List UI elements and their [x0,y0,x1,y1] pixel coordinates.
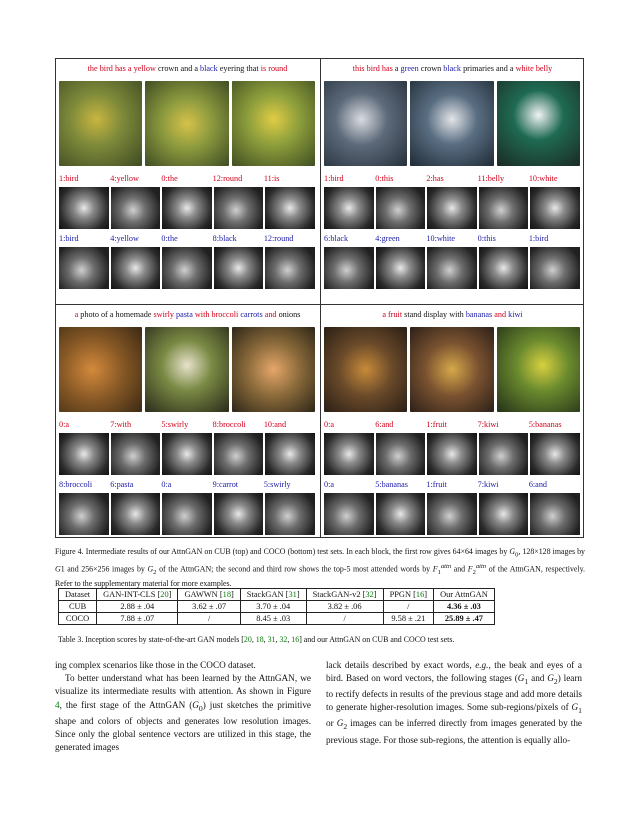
attention-word-labels [59,233,315,245]
attention-maps-row [324,493,580,535]
table-cell: / [306,613,383,625]
attention-word-label: 9:carrot [212,480,239,489]
table-header-cell: PPGN [16] [383,589,433,601]
caption-word: stand display with [404,310,466,319]
attention-word-label: 0:the [161,234,178,243]
attention-map [479,493,529,535]
attention-map [376,493,426,535]
caption-word: this bird has [352,64,393,73]
caption-word: a [74,310,79,319]
attention-word-label: 0:a [59,420,70,429]
table-cell: 3.70 ± .04 [240,601,306,613]
attention-maps-row [59,433,315,475]
generated-image [324,81,407,166]
attention-map [530,433,580,475]
table-cell: 2.88 ± .04 [97,601,178,613]
attention-maps-row [59,247,315,289]
caption-word: has a [112,64,134,73]
generated-image [232,81,315,166]
attention-word-label: 4:yellow [110,174,139,183]
attention-map [479,187,529,229]
generated-image [145,81,228,166]
attention-maps-row [324,247,580,289]
attention-map [111,187,161,229]
table-header-cell: GAWWN [18] [178,589,240,601]
attention-word-label: 5:bananas [528,420,562,429]
table-cell: / [178,613,240,625]
generated-image [497,81,580,166]
caption-word: onions [276,310,301,319]
attention-word-labels [324,173,580,185]
attention-map [162,433,212,475]
attention-maps-row [324,433,580,475]
attention-map [214,433,264,475]
attention-map [162,493,212,535]
attention-word-label: 11:belly [477,174,505,183]
attention-word-label: 0:a [324,480,335,489]
attention-map [324,493,374,535]
generated-image [59,81,142,166]
caption-word: green [400,64,419,73]
caption-word: and [264,310,277,319]
attention-word-label: 5:swirly [263,480,291,489]
generated-images-row [59,81,315,166]
body-column-left: ing complex scenarios like those in the COCO dataset. To better understand what has been learned by the AttnGAN, we visualize its intermediate results with attention. As shown in Figure 4, the first stage of the AttnGAN $(G_0)$ just sketches the primitive shape and colors of objects and generates low resolution images. Since only the global sentence vectors are utilized in this stage, the generated images [55,660,311,753]
attention-map [265,187,315,229]
figure-panel [321,59,584,303]
attention-map [59,433,109,475]
attention-map [427,247,477,289]
table-cell: COCO [59,613,97,625]
attention-map [162,247,212,289]
panel-caption [56,305,319,325]
attention-map [324,247,374,289]
attention-map [530,493,580,535]
attention-word-label: 1:fruit [426,420,447,429]
table-header-row [59,589,495,601]
caption-word: yellow [133,64,156,73]
figure-caption: Figure 4. Intermediate results of our AttnGAN on CUB (top) and COCO (bottom) test sets. In each block, the first row gives 64×64 images by $G_0$, 128×128 images by G1 and 256×256 images by $G_2$ of the AttnGAN; the second and third row shows the top-5 most attended words by $F_1^{attn}$ and $F_2^{attn}$ of the AttnGAN, respectively. Refer to the supplementary material for more examples. [55,547,585,589]
attention-map [530,187,580,229]
table-header-cell: GAN-INT-CLS [20] [97,589,178,601]
table-header-cell: Our AttnGAN [434,589,495,601]
attention-map [59,493,109,535]
attention-word-label: 6:and [528,480,548,489]
table-cell: 8.45 ± .03 [240,613,306,625]
attention-map [324,187,374,229]
attention-maps-row [59,493,315,535]
table-row [59,613,495,625]
attention-word-label: 1:bird [324,174,344,183]
generated-image [59,327,142,412]
table-header-cell: StackGAN [31] [240,589,306,601]
attention-map [59,247,109,289]
attention-word-label: 6:black [324,234,349,243]
caption-word: fruit [385,310,405,319]
attention-maps-row [324,187,580,229]
attention-word-label: 0:this [477,234,496,243]
attention-word-label: 5:swirly [161,420,189,429]
caption-word: pasta [173,310,195,319]
generated-image [497,327,580,412]
attention-map [59,187,109,229]
attention-word-label: 2:has [426,174,444,183]
generated-image [145,327,228,412]
figure-panel [56,59,319,303]
attention-map [427,187,477,229]
attention-map [214,187,264,229]
attention-map [162,187,212,229]
generated-image [410,81,493,166]
attention-map [265,433,315,475]
attention-map [427,433,477,475]
attention-word-label: 10:white [426,234,456,243]
generated-images-row [59,327,315,412]
attention-word-label: 7:kiwi [477,420,499,429]
attention-word-labels [324,419,580,431]
attention-map [324,433,374,475]
attention-word-label: 5:bananas [375,480,408,489]
attention-map [111,433,161,475]
generated-image [410,327,493,412]
attention-word-labels [324,233,580,245]
caption-word: black [200,64,218,73]
table-cell: 25.89 ± .47 [434,613,495,625]
attention-map [376,433,426,475]
caption-word: a [382,310,386,319]
caption-word: crown and a [155,64,201,73]
table-cell: / [383,601,433,613]
caption-word: white belly [515,64,553,73]
attention-map [265,493,315,535]
body-column-right: lack details described by exact words, e.g., the beak and eyes of a bird. Based on word vectors, the following stages ($G_1$ and $G_2$) learn to rectify defects in results of the previous stage and add more details to generate higher-resolution images. Some sub-regions/pixels of $G_1$ or $G_2$ images can be inferred directly from images generated by the previous stage. For those sub-regions, the attention is equally allo- [326,660,583,745]
attention-word-label: 12:round [212,174,243,183]
figure-4 [55,58,584,538]
attention-map [427,493,477,535]
caption-word: carrots [238,310,265,319]
caption-word: and [492,310,509,319]
attention-word-label: 12:round [263,234,294,243]
attention-word-label: 8:black [212,234,237,243]
caption-word: kiwi [508,310,523,319]
panel-caption [56,59,319,79]
attention-word-labels [59,479,315,491]
attention-word-label: 11:is [263,174,280,183]
caption-word: is round [260,64,288,73]
figure-panel [321,305,584,549]
attention-word-label: 10:and [263,420,287,429]
attention-word-label: 1:bird [59,234,79,243]
caption-word: the bird [87,64,113,73]
table-cell: CUB [59,601,97,613]
attention-word-label: 7:kiwi [477,480,499,489]
attention-word-label: 7:with [110,420,132,429]
attention-word-label: 0:this [375,174,394,183]
generated-image [232,327,315,412]
table-caption: Table 3. Inception scores by state-of-the-art GAN models [20, 18, 31, 32, 16] and our AttnGAN on CUB and COCO test sets. [58,635,455,644]
panel-caption [321,59,584,79]
generated-images-row [324,327,580,412]
attention-map [376,187,426,229]
table-cell: 3.82 ± .06 [306,601,383,613]
attention-word-label: 0:a [324,420,335,429]
attention-word-label: 6:and [375,420,394,429]
table-row [59,601,495,613]
attention-map [479,433,529,475]
attention-word-label: 8:broccoli [59,480,93,489]
attention-word-label: 8:broccoli [212,420,246,429]
attention-word-label: 4:green [375,234,400,243]
caption-word: with broccoli [194,310,239,319]
attention-map [479,247,529,289]
caption-word: bananas [465,310,493,319]
attention-word-label: 4:yellow [110,234,139,243]
attention-word-label: 1:fruit [426,480,447,489]
caption-word: swirly [153,310,174,319]
attention-map [376,247,426,289]
attention-map [530,247,580,289]
attention-word-labels [59,419,315,431]
caption-word: photo of a homemade [78,310,154,319]
attention-word-labels [324,479,580,491]
table-cell: 9.58 ± .21 [383,613,433,625]
attention-map [214,493,264,535]
attention-word-label: 10:white [528,174,558,183]
attention-map [214,247,264,289]
attention-word-labels [59,173,315,185]
figure-panel [56,305,319,549]
caption-word: crown [418,64,444,73]
table-cell: 3.62 ± .07 [178,601,240,613]
caption-word: primaries and a [461,64,516,73]
panel-caption [321,305,584,325]
attention-word-label: 0:a [161,480,172,489]
generated-images-row [324,81,580,166]
table-header-cell: Dataset [59,589,97,601]
attention-map [111,247,161,289]
caption-word: a [392,64,401,73]
generated-image [324,327,407,412]
attention-word-label: 0:the [161,174,178,183]
table-header-cell: StackGAN-v2 [32] [306,589,383,601]
inception-score-table [58,588,495,625]
attention-map [111,493,161,535]
attention-maps-row [59,187,315,229]
caption-word: eyering that [217,64,261,73]
attention-word-label: 1:bird [59,174,79,183]
table-cell: 7.88 ± .07 [97,613,178,625]
table-cell: 4.36 ± .03 [434,601,495,613]
attention-map [265,247,315,289]
caption-word: black [443,64,462,73]
attention-word-label: 1:bird [528,234,549,243]
attention-word-label: 6:pasta [110,480,134,489]
